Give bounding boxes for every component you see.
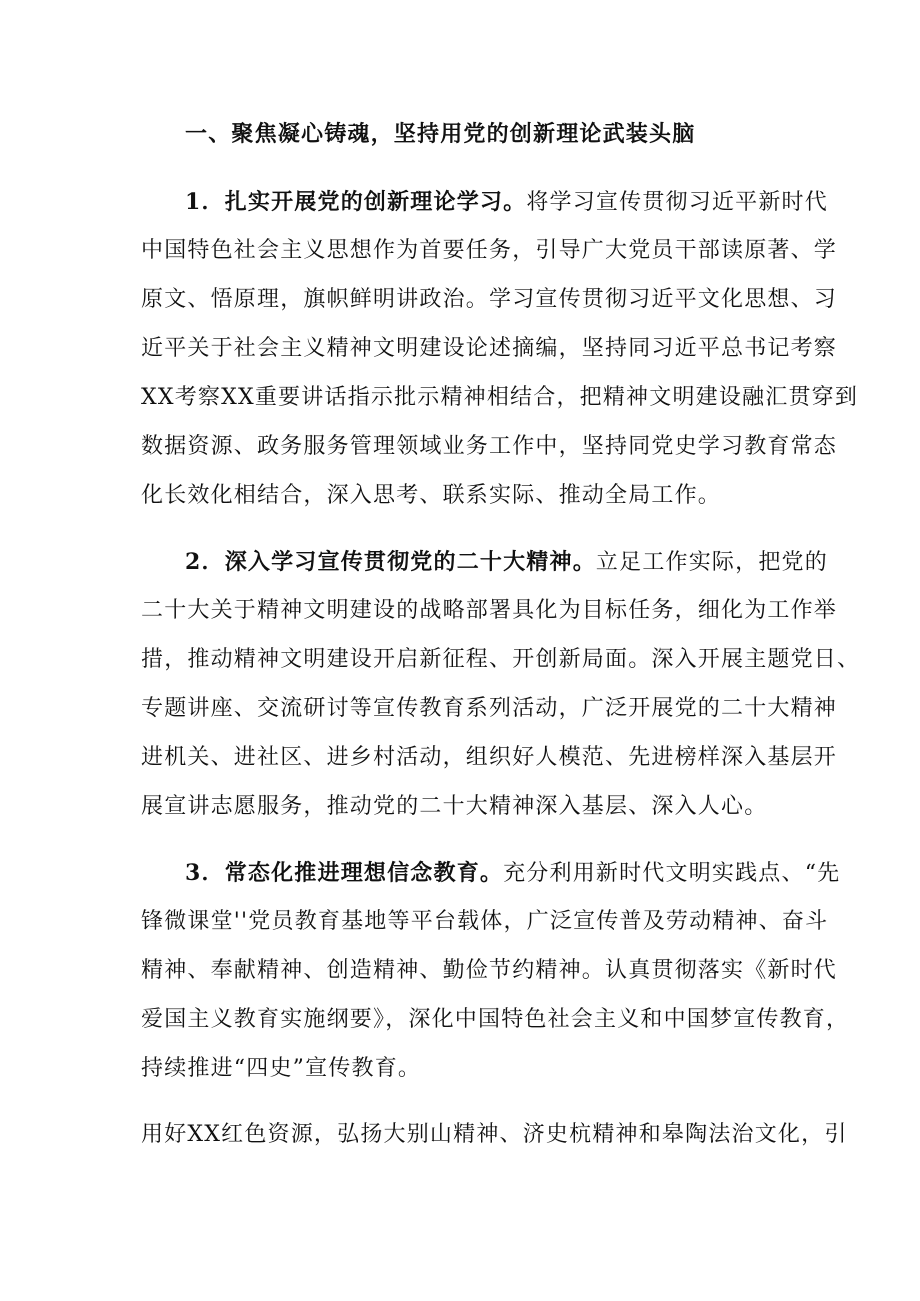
paragraph-1-line: 中国特色社会主义思想作为首要任务，引导广大党员干部读原著、学 [141, 238, 838, 263]
section-heading: 一、聚焦凝心铸魂，坚持用党的创新理论武装头脑 [185, 121, 696, 147]
paragraph-1-line: XX考察XX重要讲话指示批示精神相结合，把精神文明建设融汇贯穿到 [141, 385, 859, 410]
paragraph-2-line: 二十大关于精神文明建设的战略部署具化为目标任务，细化为工作举 [141, 598, 838, 623]
paragraph-2-line: 专题讲座、交流研讨等宣传教育系列活动，广泛开展党的二十大精神 [141, 696, 838, 721]
paragraph-3-line: 精神、奉献精神、创造精神、勤俭节约精神。认真贯彻落实《新时代 [141, 958, 838, 983]
paragraph-3-first-line [185, 858, 840, 889]
paragraph-3-line: 爱国主义教育实施纲要》，深化中国特色社会主义和中国梦宣传教育， [141, 1007, 850, 1032]
paragraph-4-line: 用好XX红色资源，弘扬大别山精神、济史杭精神和皋陶法治文化，引 [141, 1122, 848, 1147]
paragraph-1-first-line [185, 187, 828, 218]
paragraph-3-title: 3．常态化推进理想信念教育。 [185, 860, 504, 886]
paragraph-1-line: 化长效化相结合，深入思考、联系实际、推动全局工作。 [141, 483, 722, 508]
paragraph-1-line: 原文、悟原理，旗帜鲜明讲政治。学习宣传贯彻习近平文化思想、习 [141, 287, 838, 312]
paragraph-2-first-text: 立足工作实际，把党的 [595, 550, 828, 575]
paragraph-1-title: 1．扎实开展党的创新理论学习。 [185, 189, 527, 215]
paragraph-1-line: 数据资源、政务服务管理领域业务工作中，坚持同党史学习教育常态 [141, 434, 838, 459]
paragraph-1-line: 近平关于社会主义精神文明建设论述摘编，坚持同习近平总书记考察 [141, 336, 838, 361]
paragraph-1-first-text: 将学习宣传贯彻习近平新时代 [526, 190, 828, 215]
paragraph-3-line: 持续推进“四史”宣传教育。 [141, 1056, 422, 1081]
paragraph-2-first-line [185, 547, 828, 578]
paragraph-3-first-text: 充分利用新时代文明实践点、“先 [503, 861, 841, 886]
paragraph-3-line: 锋微课堂''党员教育基地等平台载体，广泛宣传普及劳动精神、奋斗 [141, 909, 829, 934]
paragraph-2-line: 措，推动精神文明建设开启新征程、开创新局面。深入开展主题党日、 [141, 647, 861, 672]
paragraph-2-line: 进机关、进社区、进乡村活动，组织好人模范、先进榜样深入基层开 [141, 745, 838, 770]
paragraph-2-title: 2．深入学习宣传贯彻党的二十大精神。 [185, 549, 596, 575]
paragraph-2-line: 展宣讲志愿服务，推动党的二十大精神深入基层、深入人心。 [141, 794, 768, 819]
